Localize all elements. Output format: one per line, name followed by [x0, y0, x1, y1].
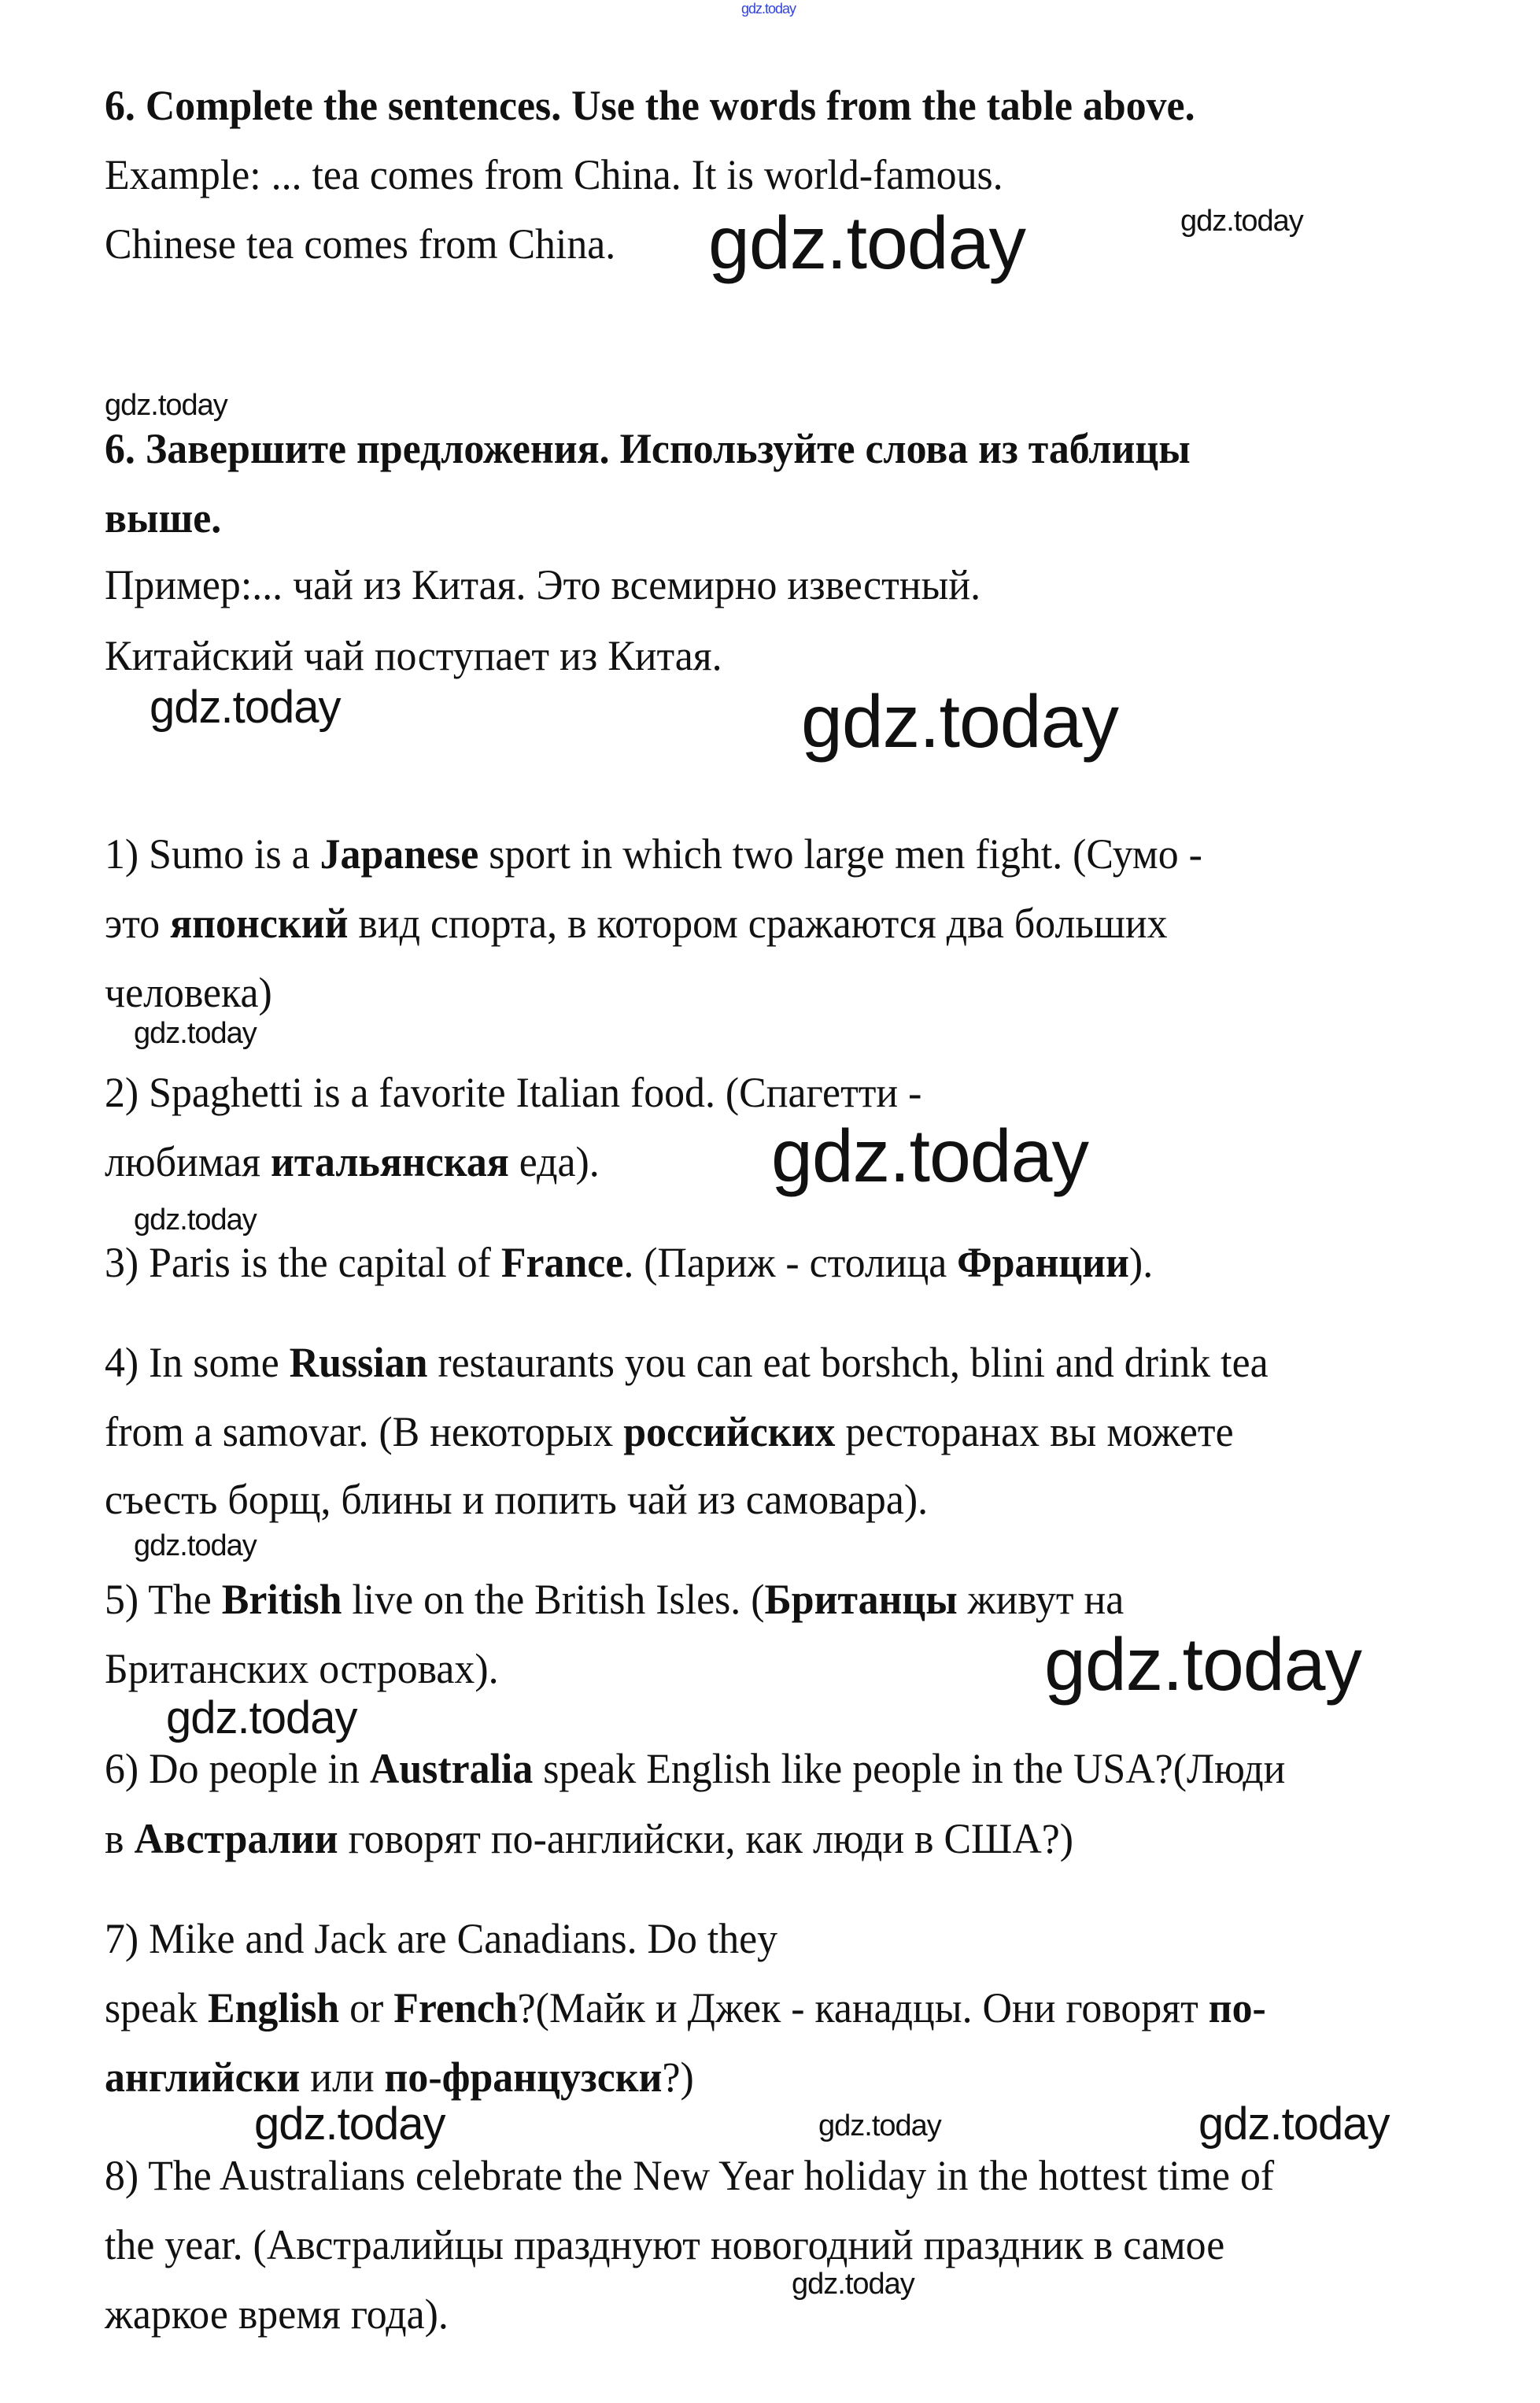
watermark: gdz.today [1180, 205, 1303, 238]
text: 5) The [105, 1576, 222, 1623]
text: ). [1128, 1239, 1154, 1286]
answer-2 [105, 1071, 921, 1114]
bold-text: японский [170, 900, 349, 947]
answer-2 [105, 1138, 600, 1185]
text: человека) [105, 969, 272, 1016]
text: это [105, 900, 171, 947]
answer-1 [105, 902, 1168, 945]
answer-8 [105, 2290, 449, 2338]
watermark: gdz.today [254, 2098, 445, 2150]
watermark: gdz.today [134, 1203, 257, 1237]
text: . (Париж - столица [623, 1239, 958, 1286]
text: еда). [508, 1138, 600, 1185]
bold-text: Russian [289, 1339, 428, 1386]
answer-1 [105, 971, 272, 1014]
answer-5 [105, 1578, 1124, 1621]
watermark: gdz.today [818, 2109, 941, 2142]
text: 1) Sumo is a [105, 830, 320, 878]
text: sport in which two large men fight. (Сумо - [478, 830, 1202, 878]
watermark: gdz.today [166, 1692, 357, 1743]
text: жаркое время года). [105, 2290, 449, 2338]
text: ?) [662, 2054, 694, 2101]
watermark: gdz.today [1198, 2098, 1390, 2150]
text: или [300, 2054, 385, 2101]
text: Британских островах). [105, 1645, 499, 1692]
heading-en [105, 84, 1195, 127]
bold-text: Japanese [319, 830, 479, 878]
answer-6 [105, 1817, 1073, 1860]
text: 4) In some [105, 1339, 290, 1386]
text: speak [105, 1984, 208, 2031]
bold-text: 6. Complete the sentences. Use the words from the table above. [105, 82, 1195, 129]
answer-8 [105, 2221, 1225, 2268]
watermark: gdz.today [1044, 1623, 1361, 1706]
heading-ru-cont [105, 494, 222, 542]
bold-text: English [207, 1984, 340, 2031]
text: ?(Майк и Джек - канадцы. Они говорят [517, 1984, 1209, 2031]
bold-text: выше. [105, 494, 222, 542]
answer-7 [105, 1917, 777, 1960]
text: в [105, 1815, 135, 1862]
watermark: gdz.today [105, 389, 227, 422]
bold-text: Australia [369, 1745, 534, 1792]
bold-text: French [393, 1984, 518, 2031]
bold-text: British [221, 1576, 342, 1623]
example-en [105, 153, 1003, 196]
example-answer-ru [105, 634, 722, 677]
answer-1 [105, 830, 1202, 878]
watermark: gdz.today [708, 201, 1025, 285]
text: вид спорта, в котором сражаются два больших [348, 900, 1168, 947]
bold-text: английски [105, 2054, 301, 2101]
answer-4 [105, 1341, 1269, 1384]
bold-text: France [500, 1239, 624, 1286]
text: 3) Paris is the capital of [105, 1239, 501, 1286]
watermark: gdz.today [741, 1, 796, 17]
example-answer-en [105, 220, 616, 268]
text: 2) Spaghetti is a favorite Italian food. (Спагетти - [105, 1069, 922, 1116]
bold-text: по-французски [384, 2054, 663, 2101]
watermark: gdz.today [134, 1529, 257, 1562]
answer-4 [105, 1410, 1234, 1453]
bold-text: Британцы [764, 1576, 958, 1623]
bold-text: 6. Завершите предложения. Используйте слова из таблицы [105, 425, 1191, 472]
watermark: gdz.today [150, 682, 341, 733]
text: говорят по-английски, как люди в США?) [338, 1815, 1074, 1862]
text: ресторанах вы можете [835, 1408, 1234, 1455]
bold-text: российских [623, 1408, 836, 1455]
bold-text: Австралии [134, 1815, 338, 1862]
watermark: gdz.today [801, 680, 1118, 763]
heading-ru [105, 427, 1191, 470]
watermark: gdz.today [771, 1115, 1088, 1198]
answer-5 [105, 1647, 499, 1690]
answer-8 [105, 2154, 1274, 2197]
text: Chinese tea comes from China. [105, 220, 616, 268]
watermark: gdz.today [134, 1017, 257, 1050]
watermark: gdz.today [792, 2268, 914, 2301]
text: 8) The Australians celebrate the New Year holiday in the hottest time of [105, 2152, 1275, 2199]
text: Example: ... tea comes from China. It is world-famous. [105, 151, 1003, 198]
text: 7) Mike and Jack are Canadians. Do they [105, 1915, 778, 1962]
text: Пример:... чай из Китая. Это всемирно известный. [105, 561, 981, 608]
bold-text: итальянская [270, 1138, 509, 1185]
text: Китайский чай поступает из Китая. [105, 632, 722, 679]
text: restaurants you can eat borshch, blini and drink tea [427, 1339, 1269, 1386]
text: живут на [957, 1576, 1125, 1623]
example-ru [105, 561, 981, 608]
text: live on the British Isles. ( [342, 1576, 765, 1623]
answer-6 [105, 1747, 1285, 1790]
answer-7 [105, 2054, 694, 2101]
text: speak English like people in the USA?(Люди [533, 1745, 1286, 1792]
answer-7 [105, 1984, 1266, 2031]
text: from a samovar. (В некоторых [105, 1408, 624, 1455]
answer-4 [105, 1478, 928, 1521]
bold-text: по- [1208, 1984, 1266, 2031]
answer-3 [105, 1241, 1153, 1284]
bold-text: Франции [957, 1239, 1129, 1286]
text: 6) Do people in [105, 1745, 370, 1792]
text: съесть борщ, блины и попить чай из самовара). [105, 1476, 929, 1523]
text: любимая [105, 1138, 271, 1185]
text: or [339, 1984, 394, 2031]
text: the year. (Австралийцы празднуют новогодний праздник в самое [105, 2221, 1225, 2268]
